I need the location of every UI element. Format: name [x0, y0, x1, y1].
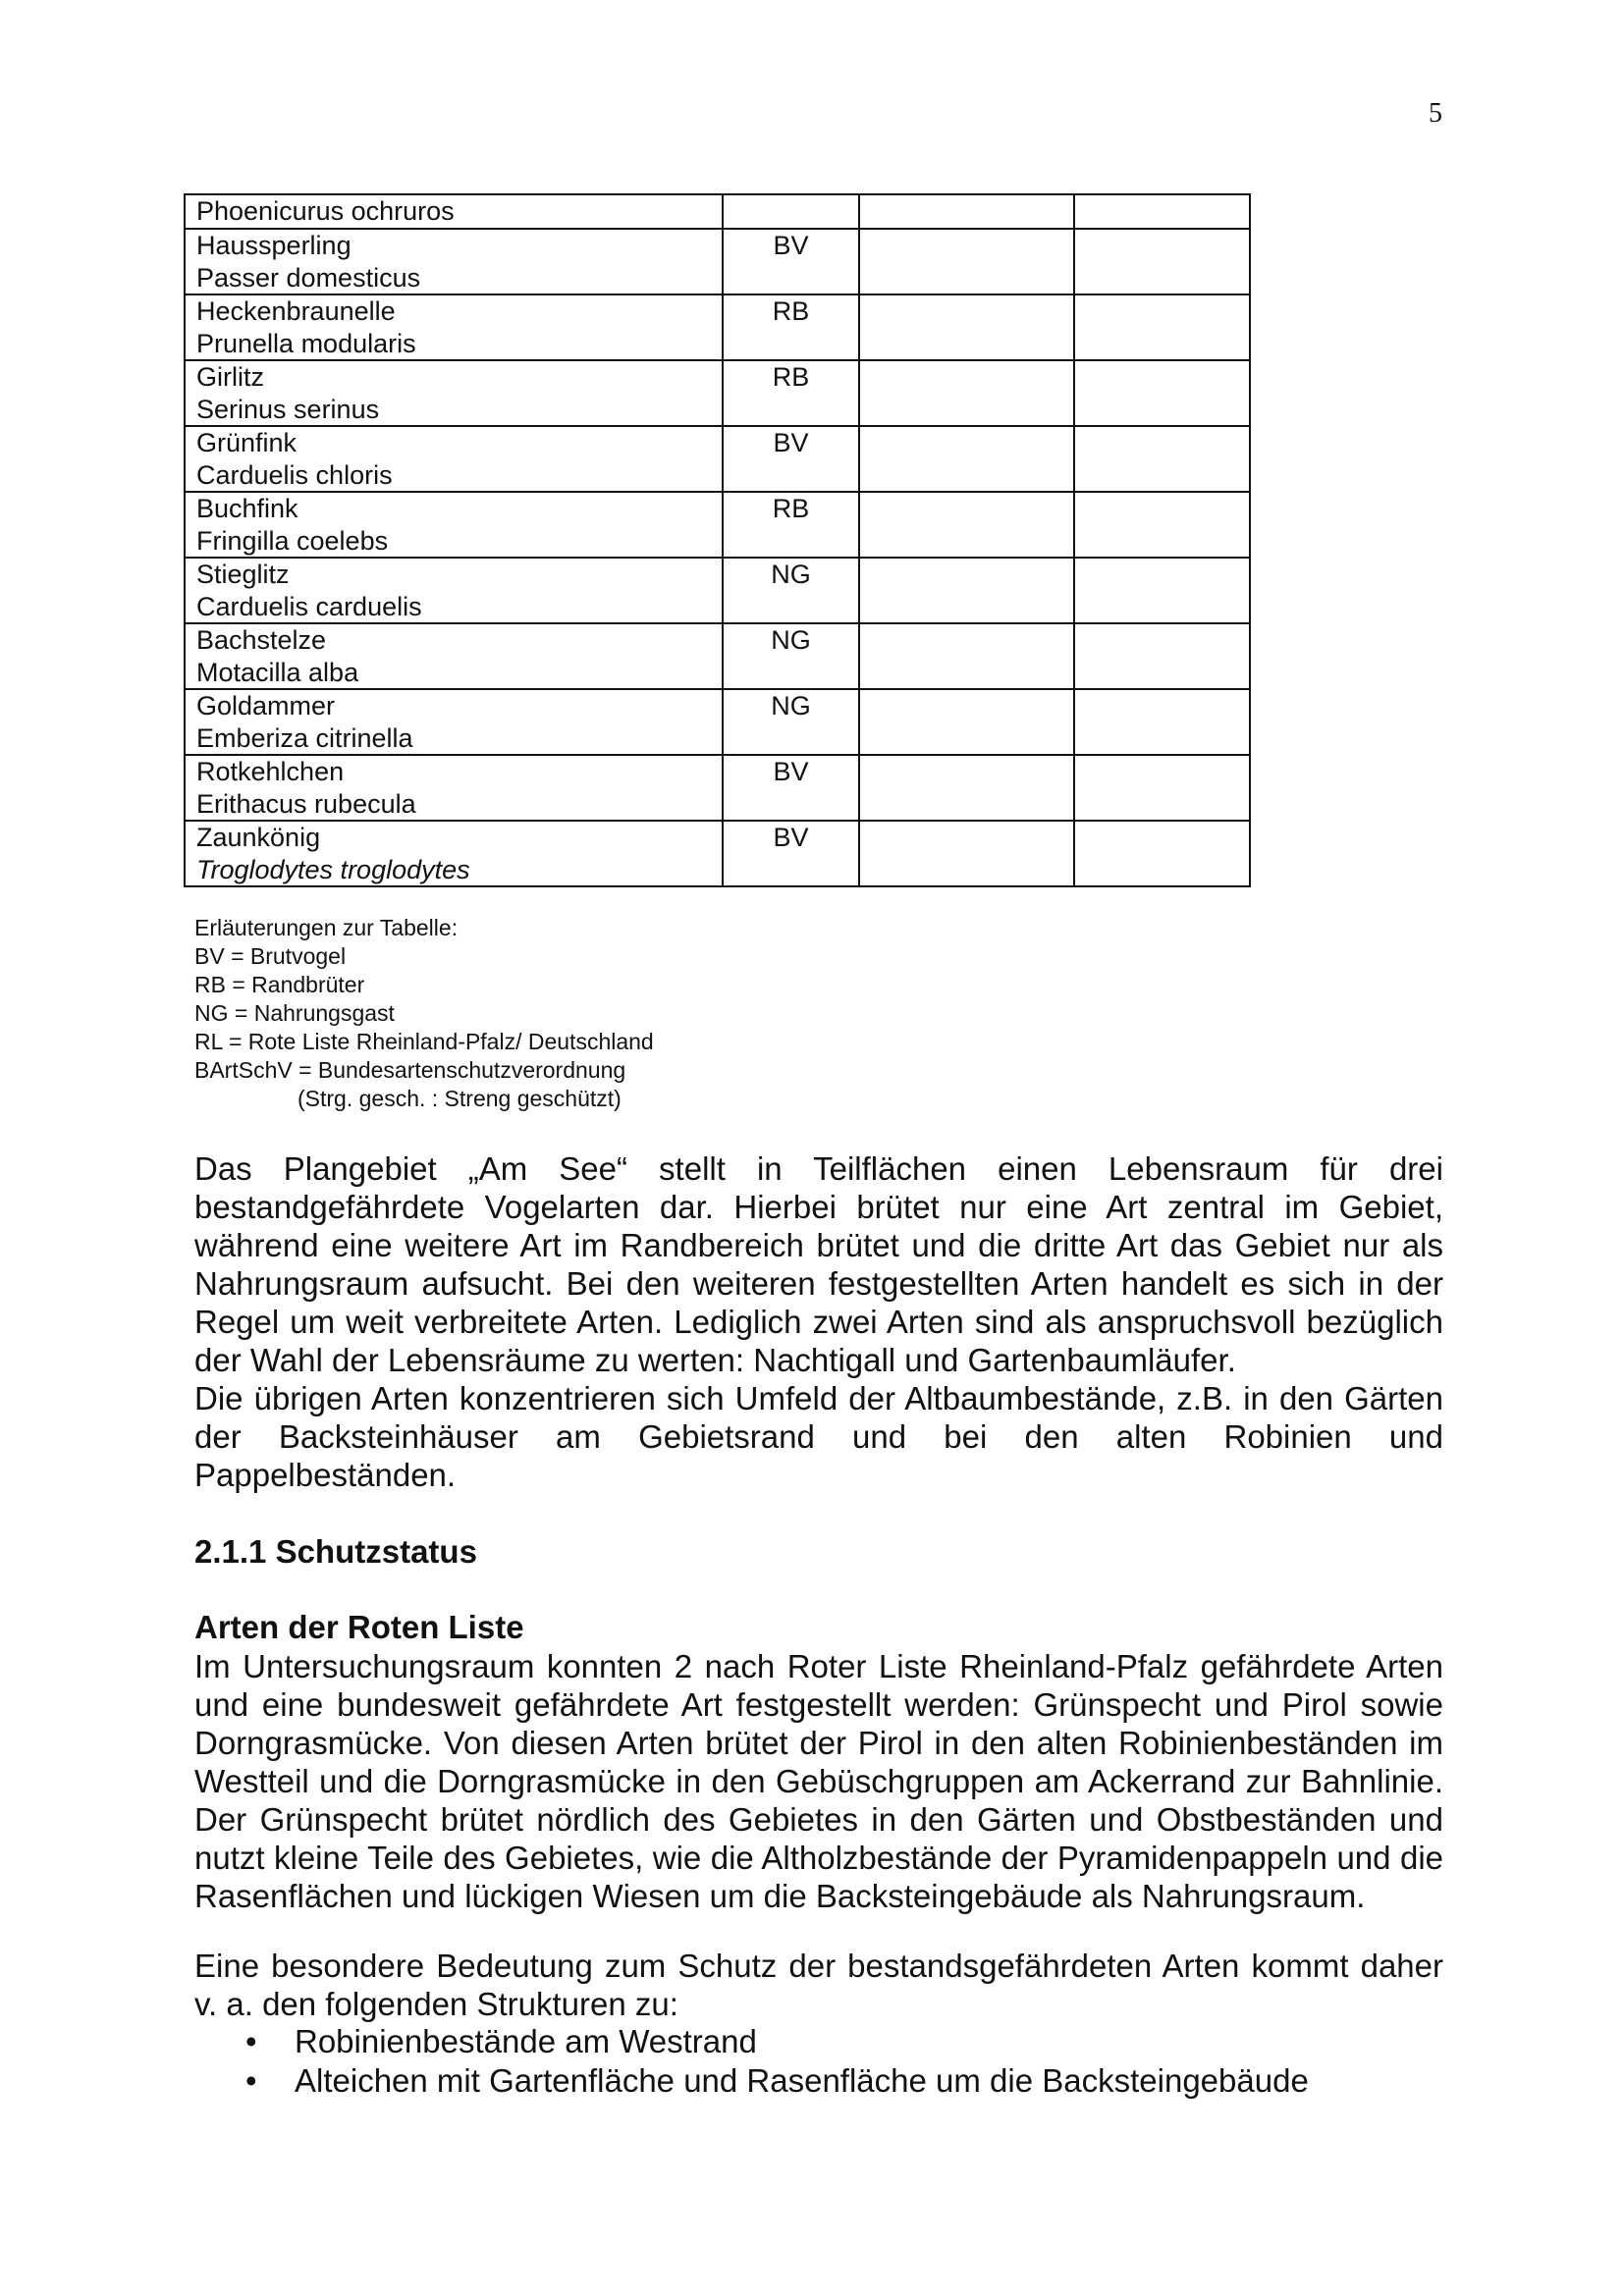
species-name-cell	[185, 689, 723, 755]
empty-cell	[1074, 294, 1250, 360]
species-latin-name: Carduelis carduelis	[196, 591, 422, 621]
empty-cell	[1074, 426, 1250, 492]
status-code-cell: NG	[723, 558, 859, 623]
paragraph: Das Plangebiet „Am See“ stellt in Teilflächen einen Lebensraum für drei bestandgefährdete Vogelarten dar. Hierbei brütet nur eine Art zentral im Gebiet, während eine weitere Art im Randbereich brütet und die dritte Art das Gebiet nur als Nahrungsraum aufsucht. Bei den weiteren festgestellten Arten handelt es sich in der Regel um weit verbreitete Arten. Lediglich zwei Arten sind als anspruchsvoll bezüglich der Wahl der Lebensräume zu werten: Nachtigall und Gartenbaumläufer.	[194, 1150, 1443, 1378]
empty-cell	[1074, 558, 1250, 623]
legend-item: BV = Brutvogel	[194, 943, 347, 969]
list-item-text: Robinienbestände am Westrand	[295, 2023, 757, 2059]
species-common-name: Phoenicurus ochruros	[196, 196, 455, 226]
empty-cell	[859, 229, 1074, 294]
species-latin-name: Emberiza citrinella	[196, 722, 413, 753]
legend-item: RB = Randbrüter	[194, 972, 365, 997]
empty-cell	[859, 755, 1074, 821]
species-common-name: Heckenbraunelle	[196, 296, 396, 326]
table-row	[185, 623, 1250, 689]
structure-list	[194, 2022, 1309, 2101]
empty-cell	[1074, 623, 1250, 689]
table-row	[185, 426, 1250, 492]
legend-item: RL = Rote Liste Rheinland-Pfalz/ Deutschland	[194, 1029, 654, 1054]
bullet-icon: •	[245, 2062, 257, 2099]
species-latin-name: Fringilla coelebs	[196, 525, 389, 556]
empty-cell	[859, 360, 1074, 426]
table-row	[185, 360, 1250, 426]
empty-cell	[859, 492, 1074, 558]
legend-item: BArtSchV = Bundesartenschutzverordnung	[194, 1057, 626, 1083]
empty-cell	[1074, 492, 1250, 558]
empty-cell	[859, 194, 1074, 229]
species-common-name: Zaunkönig	[196, 823, 321, 852]
species-common-name: Stieglitz	[196, 560, 290, 589]
empty-cell	[1074, 821, 1250, 886]
empty-cell	[859, 558, 1074, 623]
species-latin-name: Prunella modularis	[196, 328, 416, 358]
table-row	[185, 821, 1250, 886]
species-name-cell	[185, 294, 723, 360]
species-latin-name: Motacilla alba	[196, 657, 359, 687]
species-common-name: Rotkehlchen	[196, 757, 345, 786]
table-row	[185, 294, 1250, 360]
empty-cell	[1074, 229, 1250, 294]
species-name-cell	[185, 558, 723, 623]
table-row	[185, 558, 1250, 623]
status-code-cell: BV	[723, 229, 859, 294]
species-common-name: Bachstelze	[196, 625, 327, 655]
status-code-cell: RB	[723, 492, 859, 558]
species-common-name: Grünfink	[196, 428, 298, 457]
species-latin-name: Carduelis chloris	[196, 459, 393, 490]
legend-title: Erläuterungen zur Tabelle:	[194, 915, 459, 940]
species-name-cell	[185, 821, 723, 886]
list-item	[194, 2061, 1309, 2101]
species-name-cell	[185, 360, 723, 426]
paragraph: Die übrigen Arten konzentrieren sich Umfeld der Altbaumbestände, z.B. in den Gärten der Backsteinhäuser am Gebietsrand und bei den alten Robinien und Pappelbeständen.	[194, 1380, 1443, 1493]
table-row	[185, 194, 1250, 229]
species-latin-name: Erithacus rubecula	[196, 788, 416, 819]
table-row	[185, 229, 1250, 294]
status-code-cell: BV	[723, 755, 859, 821]
species-latin-name: Troglodytes troglodytes	[196, 854, 470, 884]
species-table	[184, 193, 1251, 887]
species-latin-name: Serinus serinus	[196, 394, 380, 424]
status-code-cell: RB	[723, 360, 859, 426]
table-row	[185, 689, 1250, 755]
empty-cell	[1074, 755, 1250, 821]
status-code-cell: RB	[723, 294, 859, 360]
legend-item: NG = Nahrungsgast	[194, 1000, 395, 1026]
empty-cell	[859, 689, 1074, 755]
table-row	[185, 492, 1250, 558]
table-legend	[194, 914, 654, 1113]
status-code-cell: NG	[723, 689, 859, 755]
species-name-cell	[185, 755, 723, 821]
page-number: 5	[1429, 98, 1442, 129]
status-code-cell: BV	[723, 426, 859, 492]
species-name-cell	[185, 229, 723, 294]
empty-cell	[859, 426, 1074, 492]
species-latin-name: Passer domesticus	[196, 262, 421, 293]
species-name-cell	[185, 623, 723, 689]
legend-item: (Strg. gesch. : Streng geschützt)	[298, 1086, 622, 1111]
bullet-icon: •	[245, 2023, 257, 2059]
paragraph: Eine besondere Bedeutung zum Schutz der bestandsgefährdeten Arten kommt daher v. a. den folgenden Strukturen zu:	[194, 1948, 1443, 2022]
subheading: Arten der Roten Liste	[194, 1609, 524, 1645]
empty-cell	[1074, 194, 1250, 229]
species-common-name: Girlitz	[196, 362, 264, 392]
empty-cell	[859, 821, 1074, 886]
empty-cell	[859, 623, 1074, 689]
section-heading: 2.1.1 Schutzstatus	[194, 1533, 477, 1570]
table-row	[185, 755, 1250, 821]
species-common-name: Haussperling	[196, 231, 352, 260]
empty-cell	[1074, 689, 1250, 755]
species-common-name: Buchfink	[196, 494, 298, 523]
list-item-text: Alteichen mit Gartenfläche und Rasenfläche um die Backsteingebäude	[295, 2062, 1309, 2099]
species-common-name: Goldammer	[196, 691, 336, 721]
list-item	[194, 2022, 1309, 2061]
status-code-cell	[723, 194, 859, 229]
empty-cell	[859, 294, 1074, 360]
species-name-cell	[185, 194, 723, 229]
empty-cell	[1074, 360, 1250, 426]
species-name-cell	[185, 492, 723, 558]
status-code-cell: NG	[723, 623, 859, 689]
status-code-cell: BV	[723, 821, 859, 886]
paragraph: Im Untersuchungsraum konnten 2 nach Roter Liste Rheinland-Pfalz gefährdete Arten und eine bundesweit gefährdete Art festgestellt werden: Grünspecht und Pirol sowie Dorngrasmücke. Von diesen Arten brütet der Pirol in den alten Robinienbeständen im Westteil und die Dorngrasmücke in den Gebüschgruppen am Ackerrand zur Bahnlinie. Der Grünspecht brütet nördlich des Gebietes in den Gärten und Obstbeständen und nutzt kleine Teile des Gebietes, wie die Altholzbestände der Pyramidenpappeln und die Rasenflächen und lückigen Wiesen um die Backsteingebäude als Nahrungsraum.	[194, 1648, 1443, 1914]
species-name-cell	[185, 426, 723, 492]
